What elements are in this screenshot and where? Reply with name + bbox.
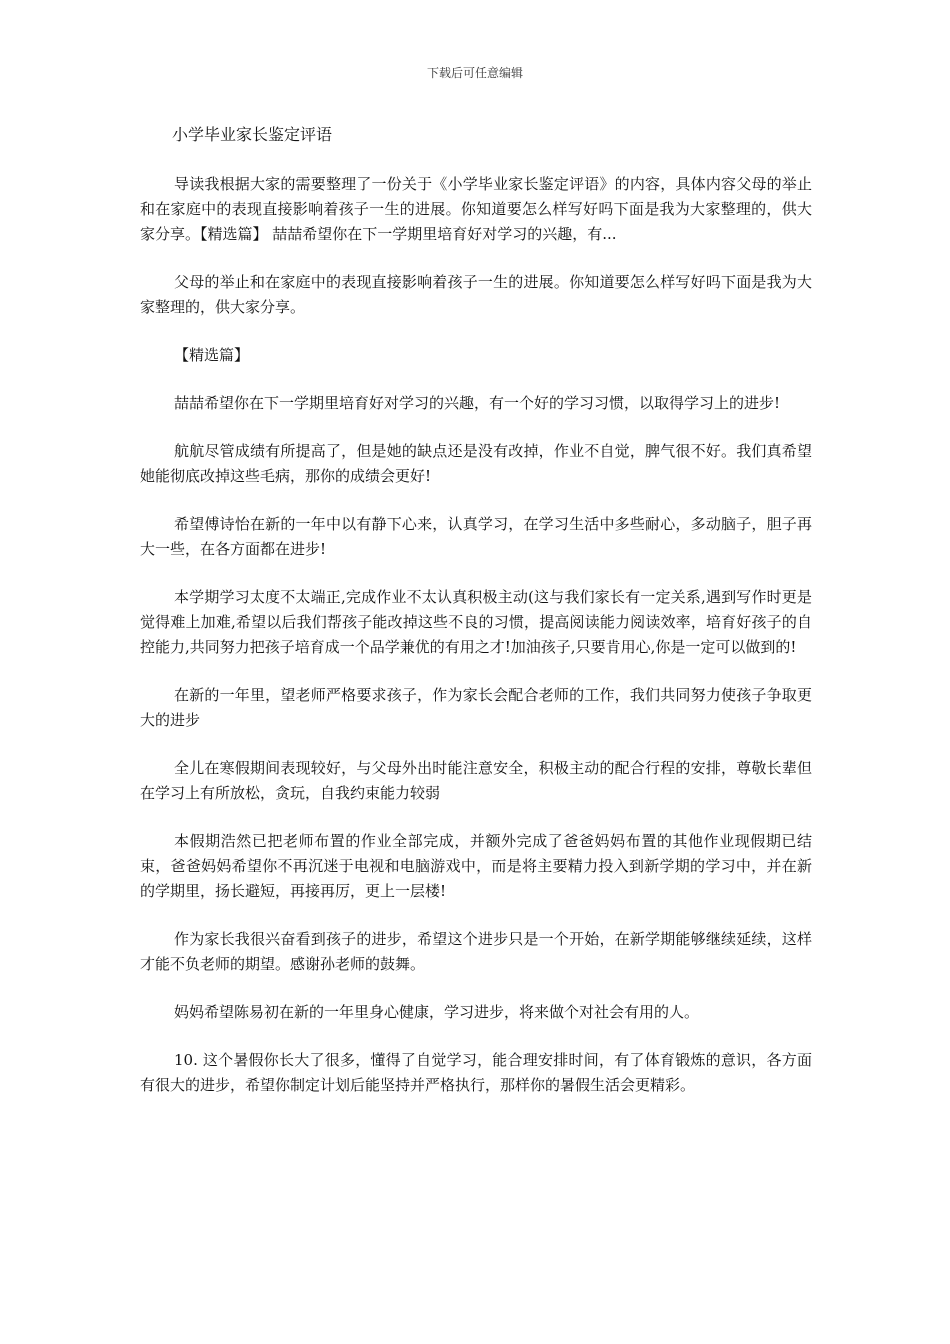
paragraph: 10. 这个暑假你长大了很多，懂得了自觉学习，能合理安排时间，有了体育锻炼的意识，各方面有很大的进步，希望你制定计划后能坚持并严格执行，那样你的暑假生活会更精彩。	[140, 1051, 812, 1094]
section-heading: 【精选篇】	[174, 346, 250, 364]
paragraph: 航航尽管成绩有所提高了，但是她的缺点还是没有改掉，作业不自觉，脾气很不好。我们真希望她能彻底改掉这些毛病，那你的成绩会更好!	[140, 442, 812, 485]
paragraph: 希望傅诗怡在新的一年中以有静下心来，认真学习，在学习生活中多些耐心，多动脑子，胆子再大一些，在各方面都在进步!	[140, 515, 812, 558]
paragraph-intro: 导读我根据大家的需要整理了一份关于《小学毕业家长鉴定评语》的内容，具体内容父母的举止和在家庭中的表现直接影响着孩子一生的进展。你知道要怎么样写好吗下面是我为大家整理的，供大家分享。【精选篇】 喆喆希望你在下一学期里培育好对学习的兴趣，有...	[140, 175, 812, 243]
document-title: 小学毕业家长鉴定评语	[172, 125, 333, 144]
paragraph: 作为家长我很兴奋看到孩子的进步，希望这个进步只是一个开始，在新学期能够继续延续，这样才能不负老师的期望。感谢孙老师的鼓舞。	[140, 930, 812, 973]
paragraph: 妈妈希望陈易初在新的一年里身心健康，学习进步，将来做个对社会有用的人。	[174, 1003, 700, 1021]
paragraph: 喆喆希望你在下一学期里培育好对学习的兴趣，有一个好的学习习惯，以取得学习上的进步!	[174, 394, 781, 412]
page-header-note: 下载后可任意编辑	[426, 66, 523, 80]
paragraph: 在新的一年里，望老师严格要求孩子，作为家长会配合老师的工作，我们共同努力使孩子争取更大的进步	[140, 686, 812, 729]
paragraph: 本学期学习太度不太端正,完成作业不太认真积极主动(这与我们家长有一定关系,遇到写作时更是觉得难上加难,希望以后我们帮孩子能改掉这些不良的习惯，提高阅读能力阅读效率，培育好孩子的自控能力,共同努力把孩子培育成一个品学兼优的有用之才!加油孩子,只要肯用心,你是一定可以做到的!	[140, 588, 812, 656]
document-body	[140, 124, 812, 1121]
paragraph: 父母的举止和在家庭中的表现直接影响着孩子一生的进展。你知道要怎么样写好吗下面是我为大家整理的，供大家分享。	[140, 273, 812, 316]
paragraph: 全儿在寒假期间表现较好，与父母外出时能注意安全，积极主动的配合行程的安排，尊敬长辈但在学习上有所放松，贪玩，自我约束能力较弱	[140, 759, 812, 802]
paragraph: 本假期浩然已把老师布置的作业全部完成，并额外完成了爸爸妈妈布置的其他作业现假期已结束，爸爸妈妈希望你不再沉迷于电视和电脑游戏中，而是将主要精力投入到新学期的学习中，并在新的学期里，扬长避短，再接再厉，更上一层楼!	[140, 832, 812, 900]
